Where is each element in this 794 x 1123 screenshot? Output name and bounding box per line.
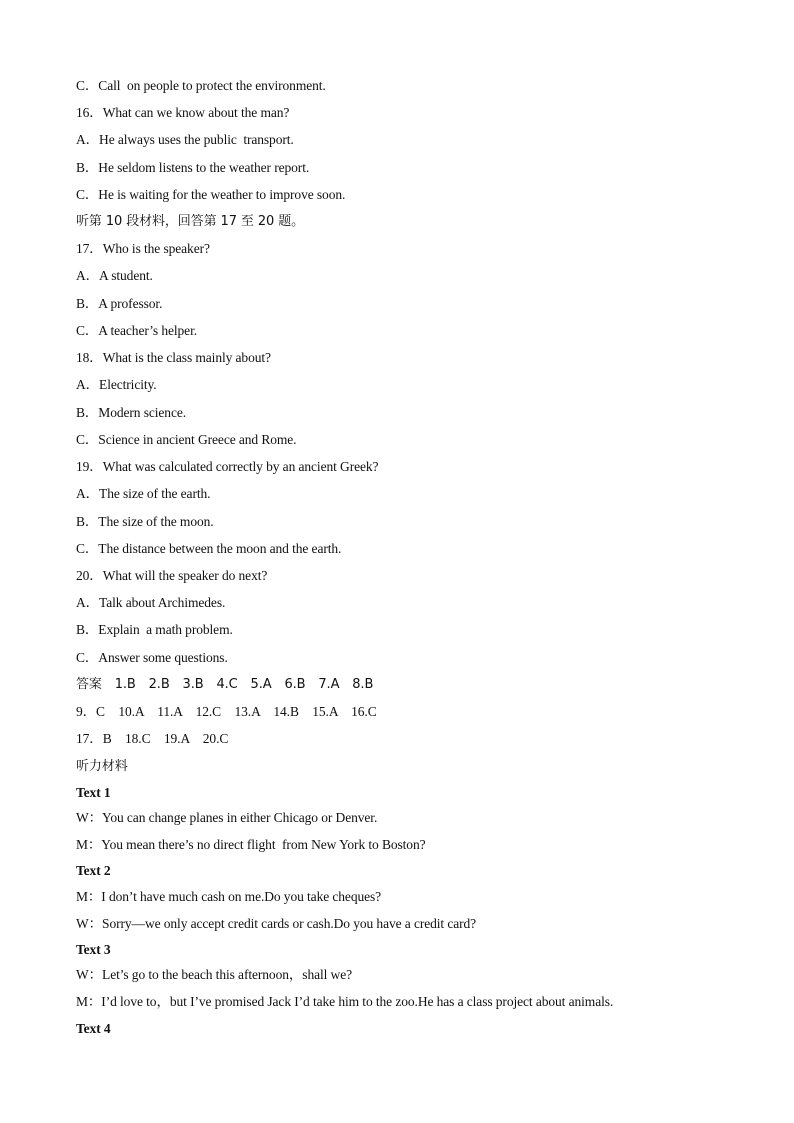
answer-key-line-1: 答案 1.B 2.B 3.B 4.C 5.A 6.B 7.A 8.B — [76, 677, 374, 692]
option-16b: B．He seldom listens to the weather report. — [76, 160, 310, 175]
option-19a: A．The size of the earth. — [76, 486, 211, 501]
text-2-line-1: M：I don’t have much cash on me.Do you take cheques? — [76, 889, 382, 904]
question-17: 17．Who is the speaker? — [76, 241, 210, 256]
listening-material-heading: 听力材料 — [76, 759, 128, 774]
option-20b: B．Explain a math problem. — [76, 622, 233, 637]
text-3-line-2: M：I’d love to，but I’ve promised Jack I’d take him to the zoo.He has a class project about animals. — [76, 994, 614, 1009]
question-20: 20．What will the speaker do next? — [76, 568, 268, 583]
option-18a: A．Electricity. — [76, 377, 157, 392]
text-2-line-2: W：Sorry—we only accept credit cards or cash.Do you have a credit card? — [76, 916, 477, 931]
question-19: 19．What was calculated correctly by an ancient Greek? — [76, 459, 379, 474]
option-15c: C．Call on people to protect the environment. — [76, 78, 326, 93]
option-20c: C．Answer some questions. — [76, 650, 228, 665]
answer-key-line-3: 17．B 18.C 19.A 20.C — [76, 731, 229, 746]
option-20a: A．Talk about Archimedes. — [76, 595, 226, 610]
option-19c: C．The distance between the moon and the earth. — [76, 541, 342, 556]
text-3-heading: Text 3 — [76, 942, 111, 957]
option-17c: C．A teacher’s helper. — [76, 323, 197, 338]
answer-key-line-2: 9．C 10.A 11.A 12.C 13.A 14.B 15.A 16.C — [76, 704, 377, 719]
option-16c: C．He is waiting for the weather to improve soon. — [76, 187, 346, 202]
text-1-heading: Text 1 — [76, 785, 111, 800]
option-18c: C．Science in ancient Greece and Rome. — [76, 432, 297, 447]
text-4-heading: Text 4 — [76, 1021, 111, 1036]
text-3-line-1: W：Let’s go to the beach this afternoon，shall we? — [76, 967, 352, 982]
text-1-line-2: M：You mean there’s no direct flight from New York to Boston? — [76, 837, 426, 852]
question-16: 16．What can we know about the man? — [76, 105, 290, 120]
option-19b: B．The size of the moon. — [76, 514, 214, 529]
option-16a: A．He always uses the public transport. — [76, 132, 294, 147]
text-2-heading: Text 2 — [76, 863, 111, 878]
option-18b: B．Modern science. — [76, 405, 187, 420]
question-18: 18．What is the class mainly about? — [76, 350, 271, 365]
option-17b: B．A professor. — [76, 296, 163, 311]
section-instruction: 听第 10 段材料，回答第 17 至 20 题。 — [76, 214, 305, 229]
option-17a: A．A student. — [76, 268, 153, 283]
text-1-line-1: W：You can change planes in either Chicago or Denver. — [76, 810, 378, 825]
